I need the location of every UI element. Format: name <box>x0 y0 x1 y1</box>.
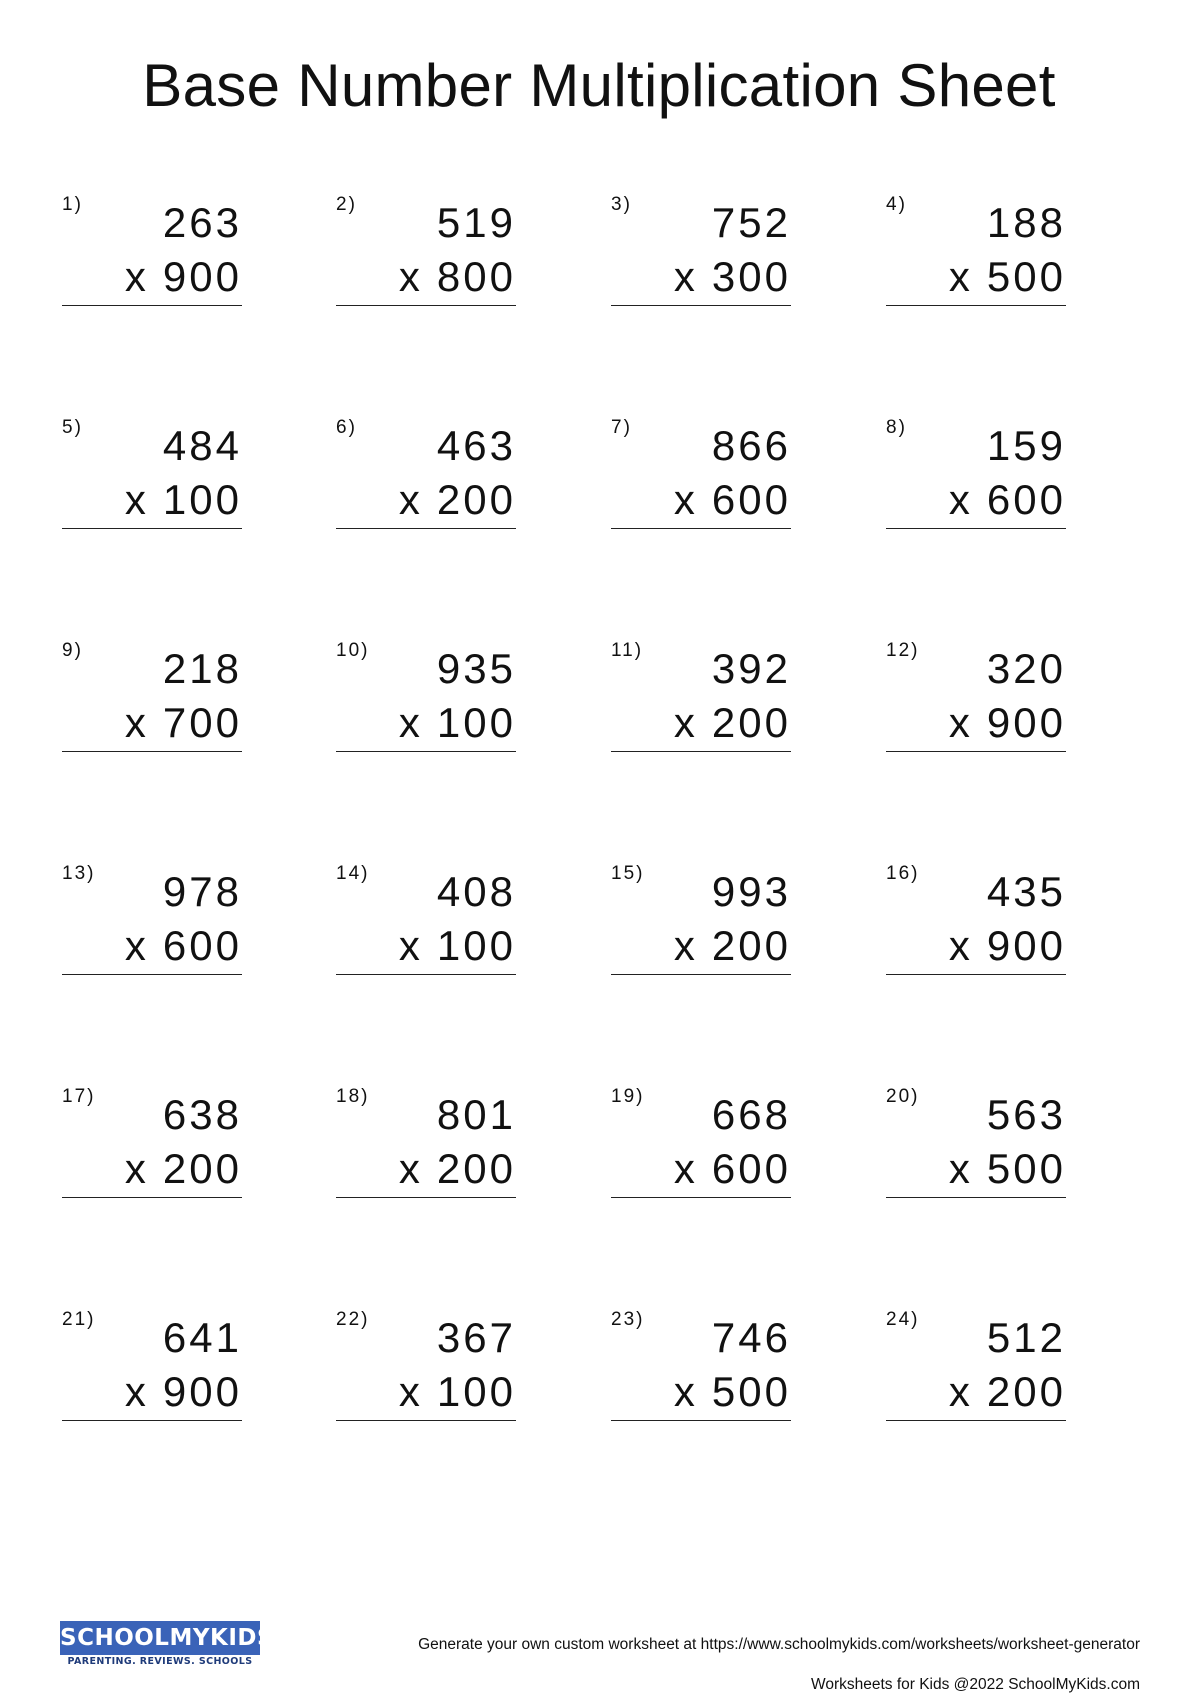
problem-10 <box>336 641 516 753</box>
multiply-operator: x <box>124 253 149 300</box>
answer-line <box>62 751 242 752</box>
problem-9 <box>62 641 242 753</box>
multiplier-line <box>399 699 516 747</box>
problem-17 <box>62 1087 242 1199</box>
problem-8 <box>886 418 1066 530</box>
schoolmykids-logo[interactable] <box>60 1621 275 1669</box>
problem-number: 20) <box>886 1086 920 1107</box>
problem-2 <box>336 195 516 307</box>
multiplier-line <box>949 1145 1066 1193</box>
multiply-operator: x <box>673 1145 698 1192</box>
problem-15 <box>611 864 791 976</box>
answer-line <box>62 974 242 975</box>
answer-line <box>336 974 516 975</box>
answer-line <box>336 751 516 752</box>
multiply-operator: x <box>673 1368 698 1415</box>
multiplier: 500 <box>986 253 1066 300</box>
multiplicand: 801 <box>436 1091 516 1138</box>
multiplier: 200 <box>436 476 516 523</box>
multiplier: 100 <box>436 922 516 969</box>
multiplicand: 484 <box>162 422 242 469</box>
problem-number: 10) <box>336 640 370 661</box>
multiply-operator: x <box>398 1368 423 1415</box>
problem-11 <box>611 641 791 753</box>
multiplier: 900 <box>162 253 242 300</box>
multiplicand: 752 <box>711 199 791 246</box>
answer-line <box>886 305 1066 306</box>
problem-19 <box>611 1087 791 1199</box>
multiplier-line <box>125 253 242 301</box>
problem-number: 8) <box>886 417 907 438</box>
multiplicand: 392 <box>711 645 791 692</box>
problem-6 <box>336 418 516 530</box>
multiplier: 100 <box>436 1368 516 1415</box>
answer-line <box>611 1420 791 1421</box>
problem-number: 11) <box>611 640 644 661</box>
problem-number: 19) <box>611 1086 645 1107</box>
multiplicand: 408 <box>436 868 516 915</box>
problem-21 <box>62 1310 242 1422</box>
multiplier: 900 <box>986 922 1066 969</box>
problem-number: 7) <box>611 417 632 438</box>
multiplier: 900 <box>986 699 1066 746</box>
answer-line <box>886 1420 1066 1421</box>
multiplier-line <box>399 1368 516 1416</box>
answer-line <box>62 305 242 306</box>
problem-number: 3) <box>611 194 632 215</box>
multiplicand: 746 <box>711 1314 791 1361</box>
multiplicand: 641 <box>162 1314 242 1361</box>
multiplier-line <box>399 1145 516 1193</box>
multiply-operator: x <box>398 922 423 969</box>
problem-number: 23) <box>611 1309 645 1330</box>
multiplier: 500 <box>986 1145 1066 1192</box>
problem-22 <box>336 1310 516 1422</box>
multiplier-line <box>674 699 791 747</box>
problem-4 <box>886 195 1066 307</box>
answer-line <box>886 528 1066 529</box>
problem-number: 22) <box>336 1309 370 1330</box>
logo-text: SCHOOLMYKIDS <box>60 1621 260 1655</box>
multiply-operator: x <box>124 476 149 523</box>
answer-line <box>611 751 791 752</box>
multiply-operator: x <box>948 922 973 969</box>
problem-12 <box>886 641 1066 753</box>
multiply-operator: x <box>124 1145 149 1192</box>
answer-line <box>611 528 791 529</box>
footer-credit: Worksheets for Kids @2022 SchoolMyKids.com <box>810 1676 1140 1693</box>
answer-line <box>62 1197 242 1198</box>
answer-line <box>336 1420 516 1421</box>
multiplier-line <box>949 476 1066 524</box>
multiply-operator: x <box>673 476 698 523</box>
multiplier: 600 <box>162 922 242 969</box>
multiplier: 200 <box>711 922 791 969</box>
problem-number: 2) <box>336 194 357 215</box>
answer-line <box>611 974 791 975</box>
multiplier: 300 <box>711 253 791 300</box>
multiplicand: 463 <box>436 422 516 469</box>
problem-number: 12) <box>886 640 920 661</box>
multiply-operator: x <box>124 699 149 746</box>
multiply-operator: x <box>948 699 973 746</box>
multiplicand: 866 <box>711 422 791 469</box>
multiplier-line <box>949 922 1066 970</box>
multiplicand: 993 <box>711 868 791 915</box>
multiplicand: 263 <box>162 199 242 246</box>
problem-number: 9) <box>62 640 83 661</box>
multiplicand: 563 <box>986 1091 1066 1138</box>
multiplier: 600 <box>986 476 1066 523</box>
multiplicand: 159 <box>986 422 1066 469</box>
multiplier-line <box>949 253 1066 301</box>
problem-13 <box>62 864 242 976</box>
multiplier-line <box>949 699 1066 747</box>
multiplier-line <box>399 476 516 524</box>
problem-3 <box>611 195 791 307</box>
multiplier: 200 <box>162 1145 242 1192</box>
problem-number: 6) <box>336 417 357 438</box>
problem-number: 15) <box>611 863 645 884</box>
answer-line <box>62 1420 242 1421</box>
multiplier-line <box>674 476 791 524</box>
problem-24 <box>886 1310 1066 1422</box>
multiplier: 200 <box>711 699 791 746</box>
multiply-operator: x <box>948 1145 973 1192</box>
multiplicand: 320 <box>986 645 1066 692</box>
multiply-operator: x <box>673 922 698 969</box>
problem-1 <box>62 195 242 307</box>
problem-20 <box>886 1087 1066 1199</box>
multiply-operator: x <box>124 922 149 969</box>
multiply-operator: x <box>124 1368 149 1415</box>
problem-number: 1) <box>62 194 83 215</box>
problem-number: 17) <box>62 1086 96 1107</box>
answer-line <box>611 305 791 306</box>
problem-number: 24) <box>886 1309 920 1330</box>
multiplicand: 367 <box>436 1314 516 1361</box>
page-title: Base Number Multiplication Sheet <box>142 52 1056 119</box>
generator-note: Generate your own custom worksheet at https://www.schoolmykids.com/worksheets/worksheet-generator <box>418 1636 1140 1653</box>
multiply-operator: x <box>948 1368 973 1415</box>
multiply-operator: x <box>673 253 698 300</box>
problem-number: 5) <box>62 417 83 438</box>
multiplier: 600 <box>711 1145 791 1192</box>
multiplier: 600 <box>711 476 791 523</box>
problem-7 <box>611 418 791 530</box>
problem-number: 13) <box>62 863 96 884</box>
multiplier-line <box>125 1145 242 1193</box>
problem-number: 4) <box>886 194 907 215</box>
problem-23 <box>611 1310 791 1422</box>
answer-line <box>336 528 516 529</box>
problem-number: 14) <box>336 863 370 884</box>
answer-line <box>611 1197 791 1198</box>
multiplier: 200 <box>986 1368 1066 1415</box>
multiplier: 100 <box>436 699 516 746</box>
multiplicand: 668 <box>711 1091 791 1138</box>
multiply-operator: x <box>398 1145 423 1192</box>
answer-line <box>886 751 1066 752</box>
answer-line <box>886 974 1066 975</box>
multiplier-line <box>399 253 516 301</box>
problem-18 <box>336 1087 516 1199</box>
problem-5 <box>62 418 242 530</box>
multiplier-line <box>674 1145 791 1193</box>
multiplicand: 512 <box>986 1314 1066 1361</box>
multiplier-line <box>125 1368 242 1416</box>
multiplier: 700 <box>162 699 242 746</box>
multiplicand: 188 <box>986 199 1066 246</box>
multiplier: 500 <box>711 1368 791 1415</box>
multiplier-line <box>125 922 242 970</box>
multiply-operator: x <box>398 253 423 300</box>
multiply-operator: x <box>948 253 973 300</box>
answer-line <box>62 528 242 529</box>
multiplicand: 935 <box>436 645 516 692</box>
multiply-operator: x <box>398 476 423 523</box>
multiplier-line <box>125 699 242 747</box>
multiplier-line <box>949 1368 1066 1416</box>
problem-number: 21) <box>62 1309 96 1330</box>
problem-number: 16) <box>886 863 920 884</box>
logo-tagline: PARENTING. REVIEWS. SCHOOLS <box>67 1656 253 1667</box>
multiplier: 200 <box>436 1145 516 1192</box>
multiplier-line <box>399 922 516 970</box>
problem-number: 18) <box>336 1086 370 1107</box>
multiplier-line <box>674 253 791 301</box>
multiplier-line <box>125 476 242 524</box>
multiply-operator: x <box>398 699 423 746</box>
multiplier: 100 <box>162 476 242 523</box>
multiplier-line <box>674 1368 791 1416</box>
multiplier: 800 <box>436 253 516 300</box>
multiply-operator: x <box>673 699 698 746</box>
multiplicand: 218 <box>162 645 242 692</box>
multiplicand: 435 <box>986 868 1066 915</box>
multiplicand: 638 <box>162 1091 242 1138</box>
multiplier: 900 <box>162 1368 242 1415</box>
multiplier-line <box>674 922 791 970</box>
answer-line <box>336 1197 516 1198</box>
answer-line <box>886 1197 1066 1198</box>
multiplicand: 519 <box>436 199 516 246</box>
multiply-operator: x <box>948 476 973 523</box>
answer-line <box>336 305 516 306</box>
problem-14 <box>336 864 516 976</box>
multiplicand: 978 <box>162 868 242 915</box>
problem-16 <box>886 864 1066 976</box>
